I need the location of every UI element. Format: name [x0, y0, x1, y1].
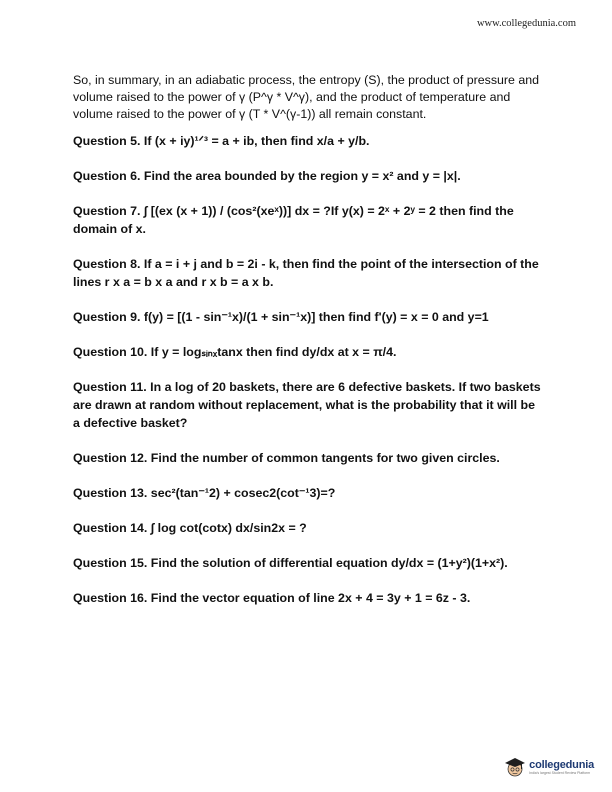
header-url: www.collegedunia.com [476, 18, 576, 29]
question-5: Question 5. If (x + iy)¹ᐟ³ = a + ib, then find x/a + y/b. [73, 134, 370, 148]
question-16: Question 16. Find the vector equation of line 2x + 4 = 3y + 1 = 6z - 3. [73, 591, 471, 605]
question-12: Question 12. Find the number of common tangents for two given circles. [73, 451, 500, 465]
graduation-cap-icon [504, 756, 526, 778]
question-8: Question 8. If a = i + j and b = 2i - k, then find the point of the intersection of the lines r x a = b x a and r x b = a x b. [73, 257, 539, 289]
logo-tagline: India's largest Student Review Platform [529, 771, 591, 775]
question-11: Question 11. In a log of 20 baskets, there are 6 defective baskets. If two baskets are drawn at random without replacement, what is the probability that it will be a defective basket? [73, 380, 541, 430]
document-body [73, 72, 543, 607]
intro-paragraph: So, in summary, in an adiabatic process, the entropy (S), the product of pressure and volume raised to the power of γ (P^γ * V^γ), and the product of temperature and volume raised to the power of γ (T * V^(γ-1)) all remain constant. [73, 73, 540, 121]
collegedunia-logo [504, 756, 594, 778]
question-15: Question 15. Find the solution of differential equation dy/dx = (1+y²)(1+x²). [73, 556, 508, 570]
question-14: Question 14. ∫ log cot(cotx) dx/sin2x = ? [73, 521, 307, 535]
question-10: Question 10. If y = logₛᵢₙₓtanx then find dy/dx at x = π/4. [73, 345, 397, 359]
question-13: Question 13. sec²(tan⁻¹2) + cosec2(cot⁻¹3)=? [73, 486, 336, 500]
logo-name: collegedunia [529, 759, 594, 771]
question-9: Question 9. f(y) = [(1 - sin⁻¹x)/(1 + sin⁻¹x)] then find f'(y) = x = 0 and y=1 [73, 310, 489, 324]
question-6: Question 6. Find the area bounded by the region y = x² and y = |x|. [73, 169, 461, 183]
question-7: Question 7. ∫ [(ex (x + 1)) / (cos²(xeˣ))] dx = ?If y(x) = 2ˣ + 2ʸ = 2 then find the domain of x. [73, 204, 514, 236]
